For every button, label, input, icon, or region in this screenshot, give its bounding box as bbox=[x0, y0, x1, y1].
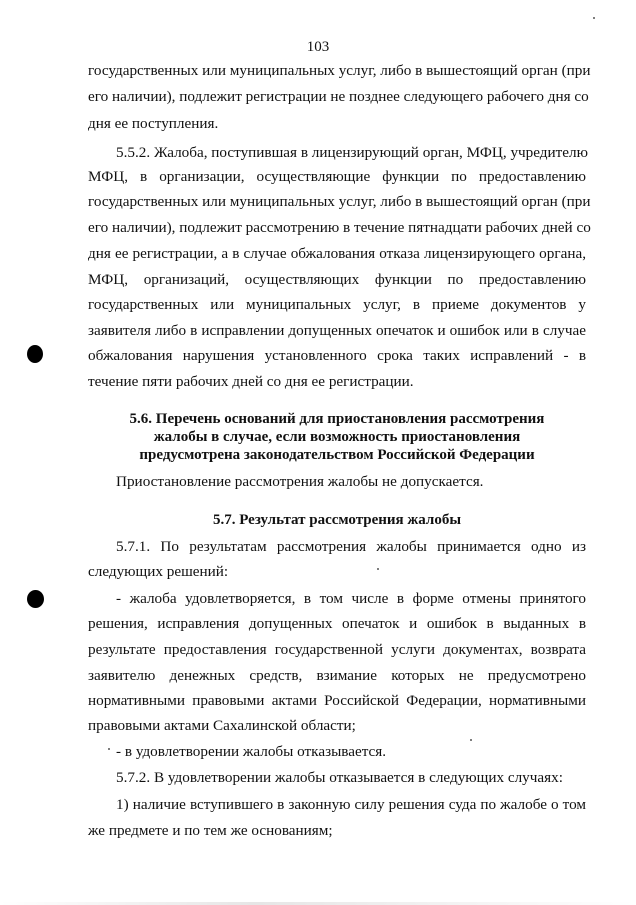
section-heading: 5.7. Результат рассмотрения жалобы bbox=[212, 512, 462, 528]
text-line: обжалования нарушения установленного срока таких исправлений - в bbox=[88, 347, 586, 364]
scan-speck bbox=[377, 568, 379, 570]
text-line: - жалоба удовлетворяется, в том числе в форме отмены принятого bbox=[116, 590, 586, 607]
text-line: его наличии), подлежит рассмотрению в течение пятнадцати рабочих дней со bbox=[88, 219, 591, 236]
text-line: результате предоставления государственной услуги документах, возврата bbox=[88, 641, 586, 658]
text-line: правовыми актами Сахалинской области; bbox=[88, 717, 356, 734]
text-line: 5.7.1. По результатам рассмотрения жалобы принимается одно из bbox=[116, 538, 586, 555]
text-line: государственных или муниципальных услуг, в приеме документов у bbox=[88, 296, 586, 313]
text-line: государственных или муниципальных услуг, либо в вышестоящий орган (при bbox=[88, 62, 591, 79]
text-line: государственных или муниципальных услуг, либо в вышестоящий орган (при bbox=[88, 193, 591, 210]
text-line: МФЦ, организаций, осуществляющих функции по предоставлению bbox=[88, 271, 586, 288]
scan-speck bbox=[470, 739, 472, 741]
text-line: заявителя либо в исправлении допущенных опечаток и ошибок или в случае bbox=[88, 322, 586, 339]
text-line: же предмете и по тем же основаниям; bbox=[88, 822, 333, 839]
text-line: заявителю денежных средств, взимание которых не предусмотрено bbox=[88, 667, 586, 684]
text-line: 5.5.2. Жалоба, поступившая в лицензирующий орган, МФЦ, учредителю bbox=[116, 144, 588, 161]
scan-speck bbox=[593, 17, 595, 19]
text-line: следующих решений: bbox=[88, 563, 229, 580]
text-line: его наличии), подлежит регистрации не позднее следующего рабочего дня со bbox=[88, 88, 589, 105]
text-line: 1) наличие вступившего в законную силу решения суда по жалобе о том bbox=[116, 796, 586, 813]
text-line: течение пяти рабочих дней со дня ее регистрации. bbox=[88, 373, 414, 390]
text-line: 5.7.2. В удовлетворении жалобы отказывается в следующих случаях: bbox=[116, 769, 563, 786]
text-line: дня ее поступления. bbox=[88, 115, 219, 132]
text-line: нормативными правовыми актами Российской Федерации, нормативными bbox=[88, 692, 586, 709]
punch-hole-mark bbox=[27, 345, 43, 363]
punch-hole-mark bbox=[27, 590, 44, 608]
section-heading: 5.6. Перечень оснований для приостановления рассмотрения bbox=[129, 411, 545, 427]
text-line: МФЦ, в организации, осуществляющие функции по предоставлению bbox=[88, 168, 586, 185]
text-line: Приостановление рассмотрения жалобы не допускается. bbox=[116, 473, 484, 490]
text-line: дня ее регистрации, а в случае обжалования отказа лицензирующего органа, bbox=[88, 245, 586, 262]
text-line: - в удовлетворении жалобы отказывается. bbox=[116, 743, 387, 760]
section-heading: жалобы в случае, если возможность приостановления bbox=[153, 429, 521, 445]
page-number: 103 bbox=[306, 39, 330, 55]
text-line: решения, исправления допущенных опечаток и ошибок в выданных в bbox=[88, 615, 586, 632]
scan-speck bbox=[108, 748, 110, 750]
section-heading: предусмотрена законодательством Российской Федерации bbox=[139, 447, 535, 463]
